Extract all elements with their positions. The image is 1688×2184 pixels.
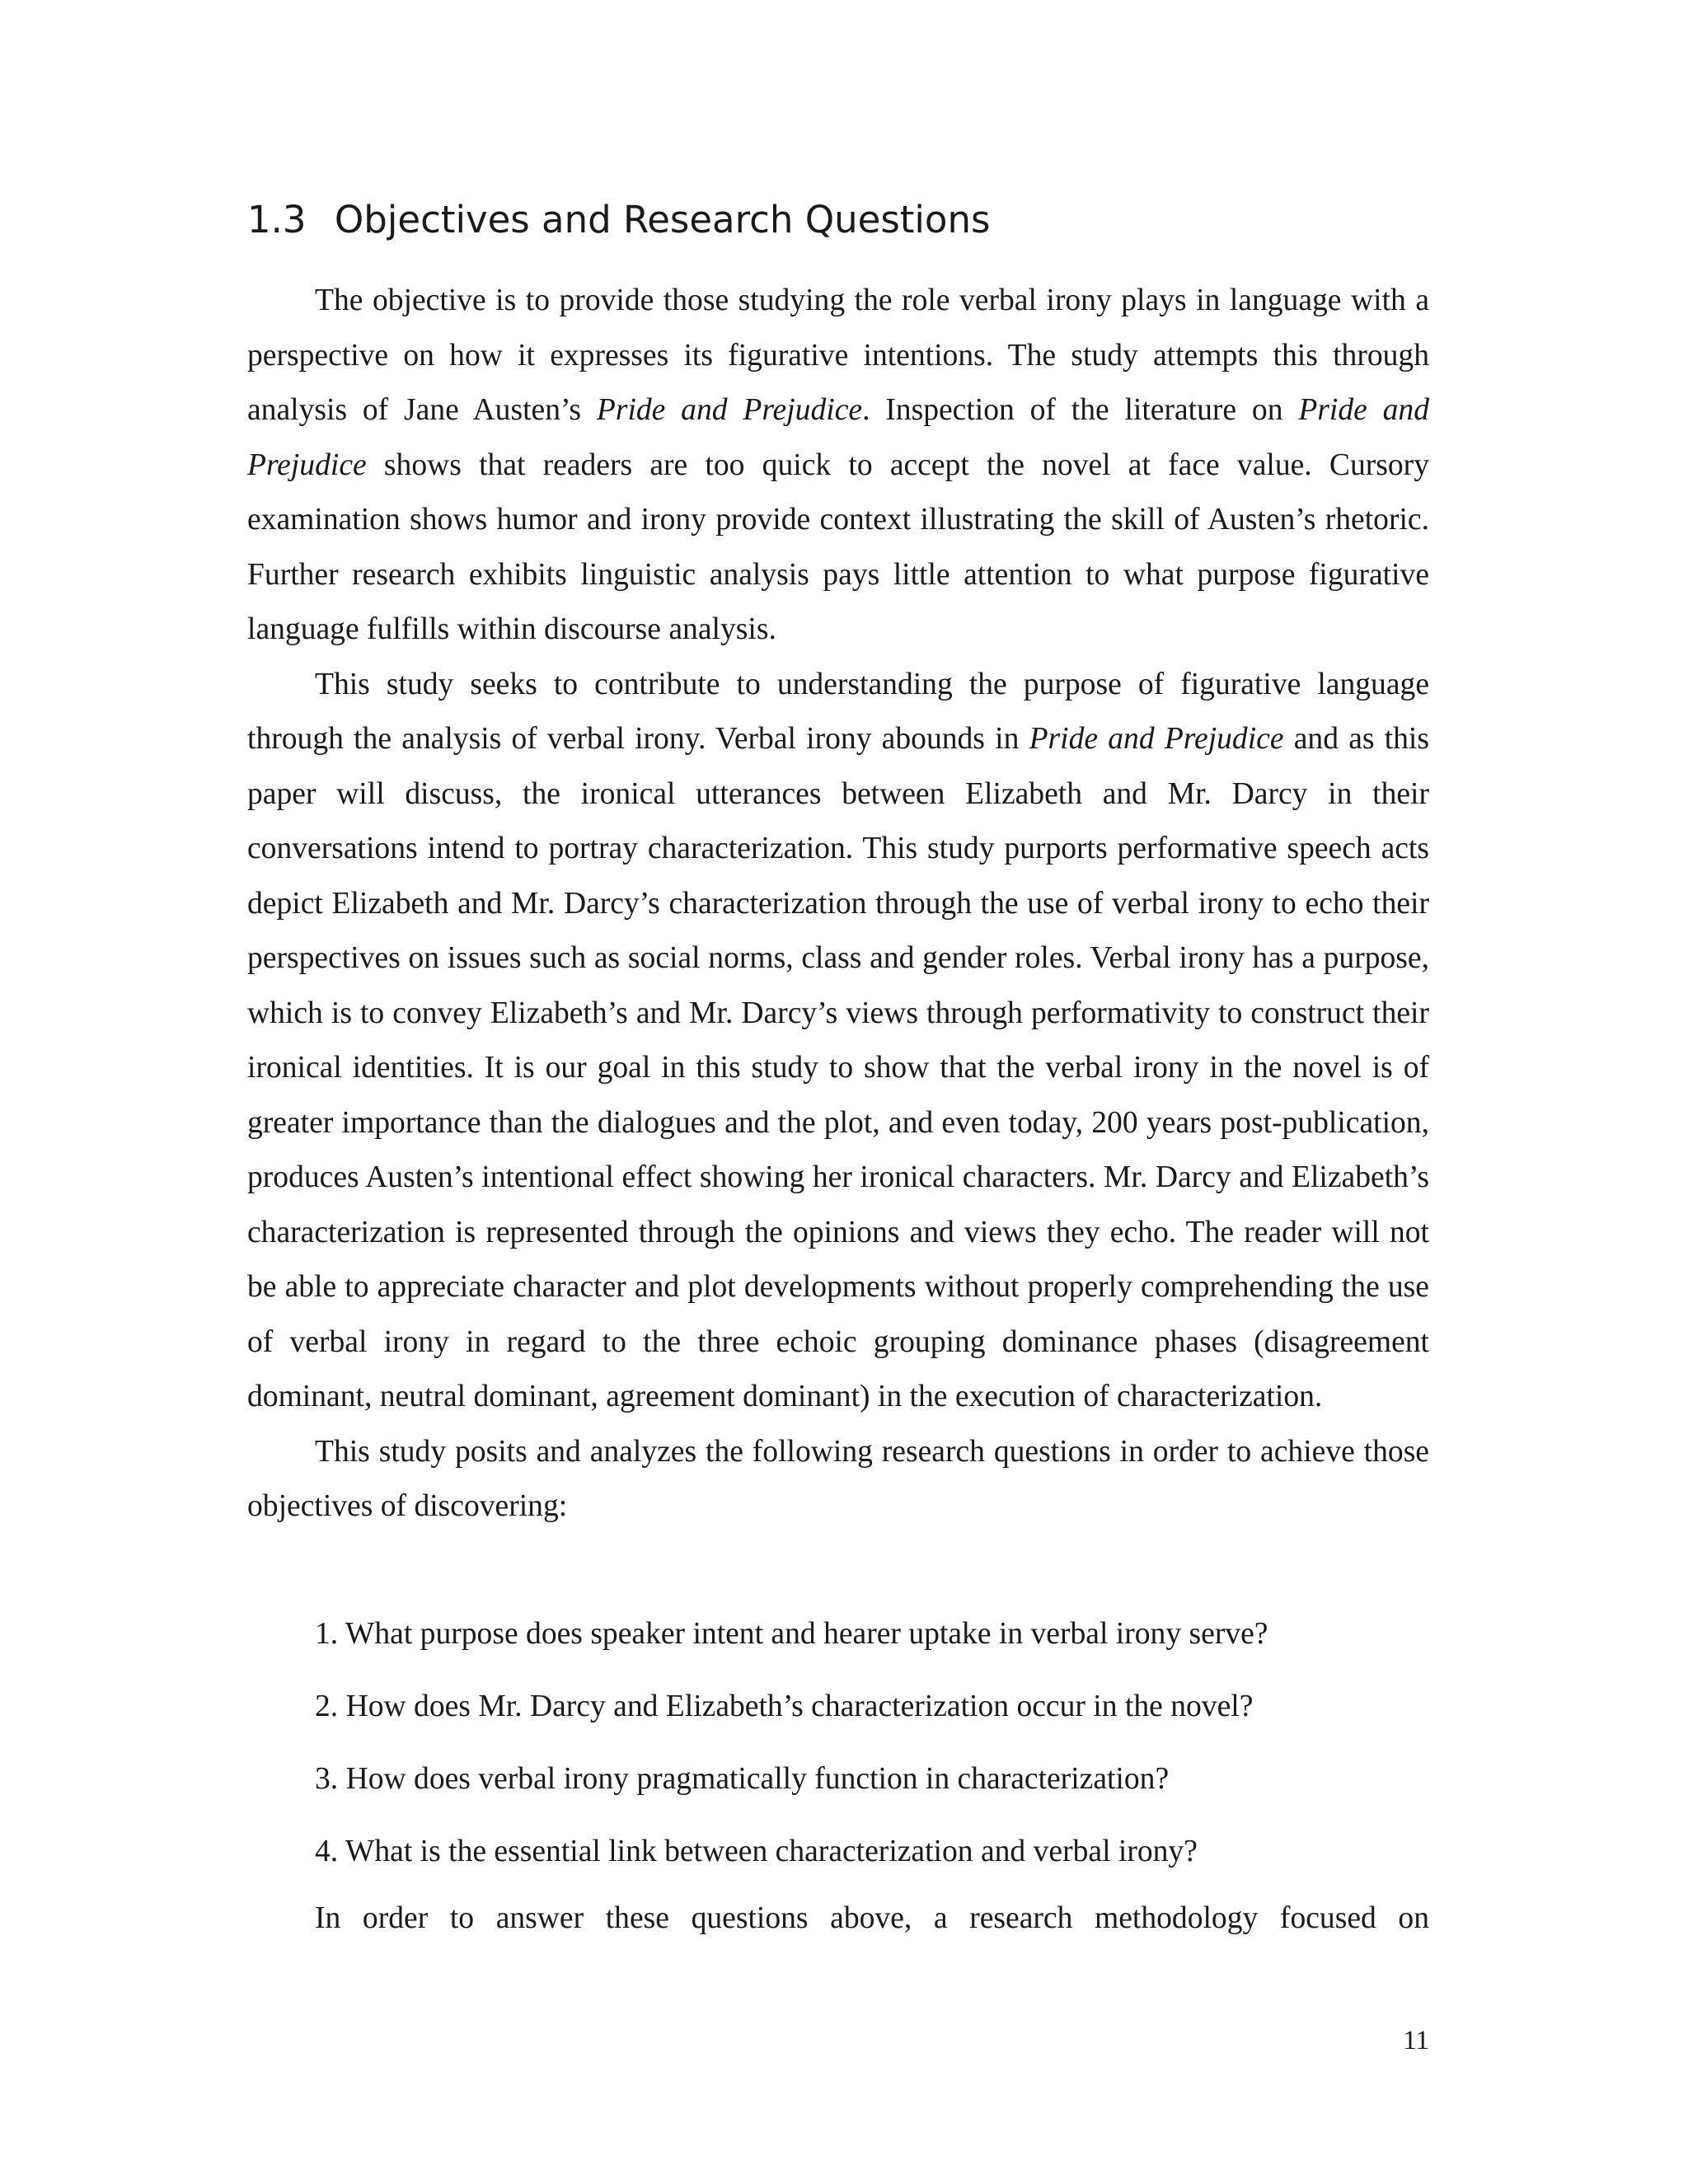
- paragraph-1-text-1: The objective is to provide those studying the role verbal irony plays in language with a perspective on how it expresses its figurative intentions. The study attempts this through analysis of Jane Austen’s: [247, 284, 1429, 427]
- research-question-2: 2. How does Mr. Darcy and Elizabeth’s characterization occur in the novel?: [315, 1690, 1254, 1723]
- book-title-italic: Pride and Prejudice: [1029, 722, 1284, 756]
- paragraph-1: [247, 274, 1429, 658]
- research-questions-list: [315, 1607, 1268, 1897]
- paragraph-2: [247, 658, 1429, 1425]
- closing-line: In order to answer these questions above, a research methodology focused on: [315, 1901, 1429, 1935]
- paragraph-2-text-1: This study seeks to contribute to understanding the purpose of figurative language through the analysis of verbal irony. Verbal irony abounds in: [247, 667, 1429, 756]
- page-number: 11: [1403, 2026, 1429, 2055]
- book-title-italic: Pride and Prejudice: [247, 393, 1430, 482]
- section-heading: [247, 198, 990, 241]
- paragraph-3-text: This study posits and analyzes the following research questions in order to achieve those objectives of discovering:: [247, 1434, 1429, 1523]
- research-question-4: 4. What is the essential link between characterization and verbal irony?: [315, 1835, 1198, 1868]
- paragraph-1-text-2: . Inspection of the literature on: [862, 393, 1299, 427]
- paragraph-2-text-2: and as this paper will discuss, the ironical utterances between Elizabeth and Mr. Darcy in their conversations intend to portray characterization. This study purports performative speech acts depict Elizabeth and Mr. Darcy’s characterization through the use of verbal irony to echo their perspectives on issues such as social norms, class and gender roles. Verbal irony has a purpose, which is to convey Elizabeth’s and Mr. Darcy’s views through performativity to construct their ironical identities. It is our goal in this study to show that the verbal irony in the novel is of greater importance than the dialogues and the plot, and even today, 200 years post-publication, produces Austen’s intentional effect showing her ironical characters. Mr. Darcy and Elizabeth’s characterization is represented through the opinions and views they echo. The reader will not be able to appreciate character and plot developments without properly comprehending the use of verbal irony in regard to the three echoic grouping dominance phases (disagreement dominant, neutral dominant, agreement dominant) in the execution of characterization.: [247, 722, 1429, 1413]
- book-title-italic: Pride and Prejudice: [596, 393, 863, 427]
- paragraph-1-text-3: shows that readers are too quick to accept the novel at face value. Cursory examination shows humor and irony provide context illustrating the skill of Austen’s rhetoric. Further research exhibits linguistic analysis pays little attention to what purpose figurative language fulfills within discourse analysis.: [247, 448, 1429, 646]
- section-number: 1.3: [247, 198, 307, 241]
- paragraph-3: [247, 1425, 1429, 1535]
- section-title: Objectives and Research Questions: [334, 198, 991, 241]
- body-text: [247, 274, 1429, 1535]
- research-question-1: 1. What purpose does speaker intent and hearer uptake in verbal irony serve?: [315, 1617, 1268, 1651]
- research-question-3: 3. How does verbal irony pragmatically function in characterization?: [315, 1762, 1170, 1796]
